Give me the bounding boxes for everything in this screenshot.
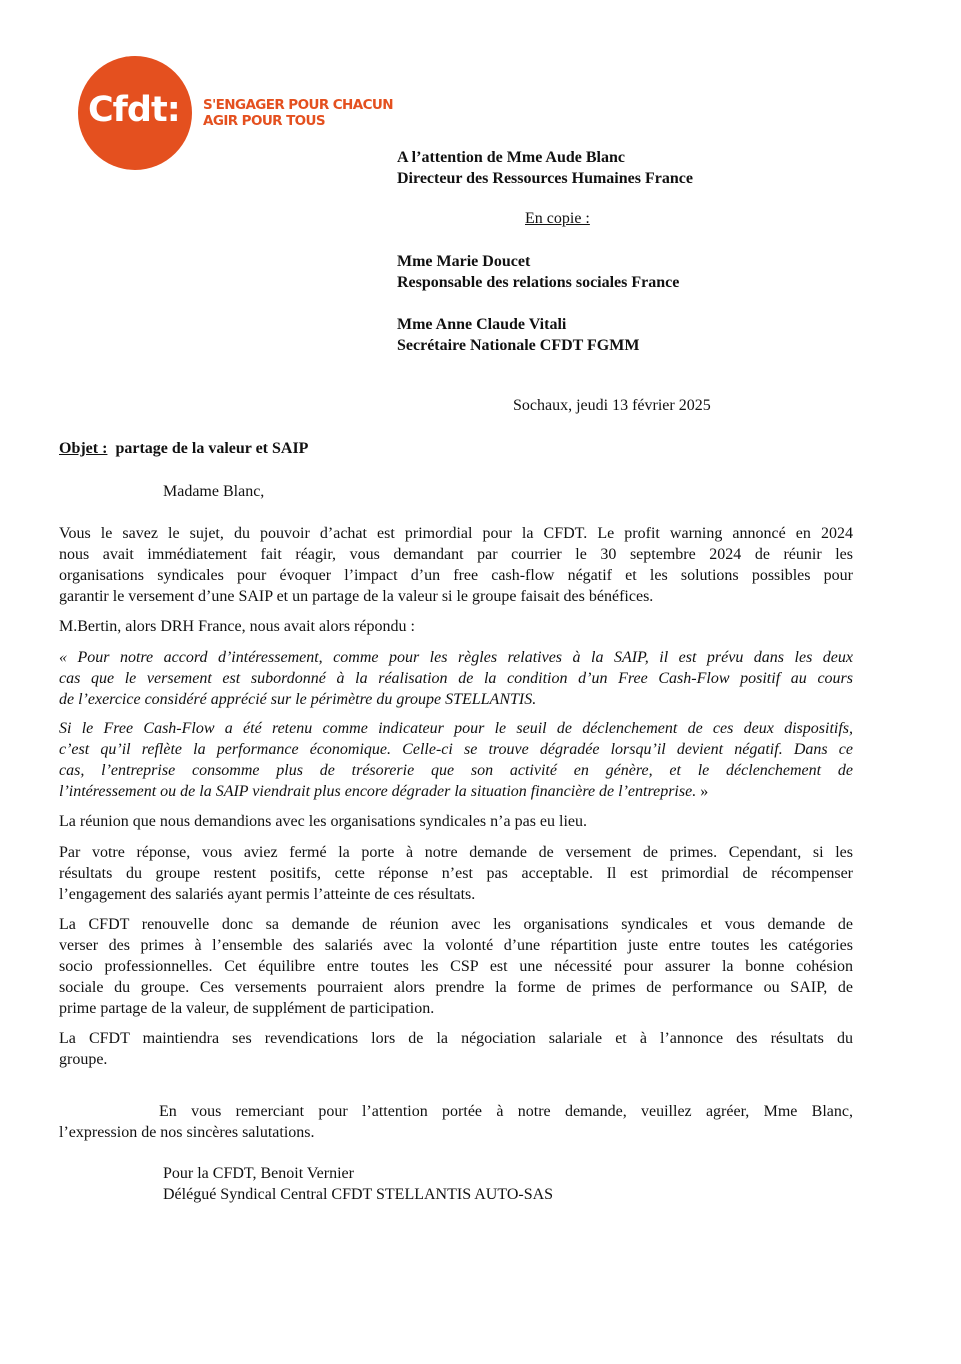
salutation: Madame Blanc, (163, 483, 265, 500)
paragraph-2: M.Bertin, alors DRH France, nous avait alors répondu : (59, 618, 415, 635)
paragraph-5 (59, 914, 853, 1019)
cc-block-2 (397, 314, 639, 356)
quote1-line: cas que le versement est subordonné à la réalisation de la condition d’un Free Cash-Flow positif au cours (59, 670, 853, 687)
quote1-line: de l’exercice considéré apprécié sur le périmètre du groupe STELLANTIS. (59, 691, 537, 708)
paragraph-6 (59, 1028, 853, 1070)
slogan-line-1: S'ENGAGER POUR CHACUN (203, 97, 393, 113)
letter-date: Sochaux, jeudi 13 février 2025 (513, 397, 711, 414)
cc-block-1 (397, 251, 679, 293)
p5-line: prime partage de la valeur, de supplément de participation. (59, 1000, 435, 1017)
p4-line: Par votre réponse, vous aviez fermé la porte à notre demande de versement de primes. Cependant, si les (59, 844, 853, 861)
paragraph-3: La réunion que nous demandions avec les organisations syndicales n’a pas eu lieu. (59, 813, 588, 830)
cc1-line-1: Mme Marie Doucet (397, 253, 531, 270)
p4-line: résultats du groupe restent positifs, cette réponse n’est pas acceptable. Il est primordial de récompenser (59, 865, 853, 882)
p5-line: socio professionnelles. Cet équilibre entre toutes les CSP est une nécessité pour assurer la bonne cohésion (59, 958, 853, 975)
subject-line (59, 440, 308, 458)
cc2-line-1: Mme Anne Claude Vitali (397, 316, 567, 333)
recipient-line-1: A l’attention de Mme Aude Blanc (397, 149, 625, 166)
quote2-line (59, 781, 853, 802)
p6-line: groupe. (59, 1051, 108, 1068)
slogan (203, 97, 393, 129)
p5-line: La CFDT renouvelle donc sa demande de réunion avec les organisations syndicales et vous demande de (59, 916, 853, 933)
cc2-line-2: Secrétaire Nationale CFDT FGMM (397, 337, 640, 354)
quote-2 (59, 718, 853, 802)
closing-line: En vous remerciant pour l’attention portée à notre demande, veuillez agréer, Mme Blanc, (159, 1103, 853, 1120)
closing-line: l’expression de nos sincères salutations. (59, 1124, 315, 1141)
quote2-last-text: l’intéressement ou de la SAIP viendrait plus encore dégrader la situation financière de l’entreprise. (59, 783, 697, 800)
paragraph-4 (59, 842, 853, 905)
quote1-line: « Pour notre accord d’intéressement, comme pour les règles relatives à la SAIP, il est prévu dans les deux (59, 649, 853, 666)
subject-text: partage de la valeur et SAIP (115, 440, 309, 457)
quote-1 (59, 647, 853, 710)
copy-label: En copie : (525, 210, 590, 227)
cfdt-logo (78, 56, 196, 171)
signature-block (163, 1163, 553, 1205)
paragraph-1 (59, 523, 853, 607)
signature-line-1: Pour la CFDT, Benoit Vernier (163, 1165, 354, 1182)
logo-wordmark: Cfdt: (88, 90, 180, 130)
cc1-line-2: Responsable des relations sociales France (397, 274, 680, 291)
quote-close-mark: » (696, 783, 709, 800)
quote2-line: cas, l’entreprise consomme plus de trésorerie que son activité en génère, et le déclenchement de (59, 762, 853, 779)
slogan-line-2: AGIR POUR TOUS (203, 113, 326, 129)
closing-paragraph (59, 1101, 853, 1143)
p1-line: Vous le savez le sujet, du pouvoir d’achat est primordial pour la CFDT. Le profit warning annoncé en 2024 (59, 525, 853, 542)
quote2-line: c’est qu’il reflète la performance économique. Celle-ci se trouve dégradée lorsqu’il devient négatif. Dans ce (59, 741, 853, 758)
signature-line-2: Délégué Syndical Central CFDT STELLANTIS AUTO-SAS (163, 1186, 554, 1203)
p1-line: nous avait immédiatement fait réagir, vous demandant par courrier le 30 septembre 2024 de réunir les (59, 546, 853, 563)
recipient-line-2: Directeur des Ressources Humaines France (397, 170, 693, 187)
recipient-block (397, 147, 693, 189)
p5-line: verser des primes à l’ensemble des salariés avec la volonté d’une répartition juste entre toutes les catégories (59, 937, 853, 954)
p4-line: l’engagement des salariés ayant permis l’atteinte de ces résultats. (59, 886, 476, 903)
p1-line: garantir le versement d’une SAIP et un partage de la valeur si le groupe faisait des bénéfices. (59, 588, 654, 605)
p1-line: organisations syndicales pour évoquer l’impact d’un free cash-flow négatif et les solutions possibles pour (59, 567, 853, 584)
quote2-line: Si le Free Cash-Flow a été retenu comme indicateur pour le seuil de déclenchement de ces deux dispositifs, (59, 720, 853, 737)
subject-label: Objet : (59, 440, 108, 457)
p5-line: sociale du groupe. Ces versements pourraient alors prendre la forme de primes de performance ou SAIP, de (59, 979, 853, 996)
p6-line: La CFDT maintiendra ses revendications lors de la négociation salariale et à l’annonce des résultats du (59, 1030, 853, 1047)
